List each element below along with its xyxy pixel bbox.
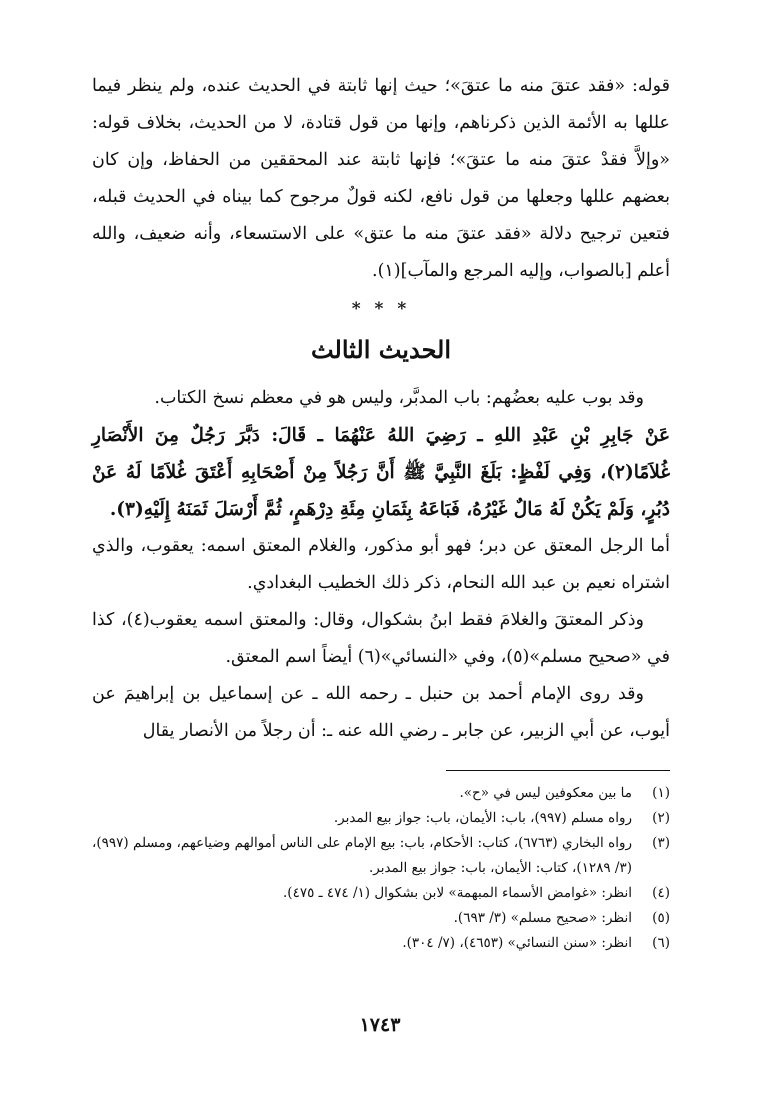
section-separator: * * * [351,299,411,319]
footnote-item [92,906,670,931]
ahmad-narration-paragraph: وقد روى الإمام أحمد بن حنبل ـ رحمه الله ـ عن إسماعيل بن إبراهيمَ عن أيوب، عن أبي الزبير، عن جابر ـ رضي الله عنه ـ: أن رجلاً من الأنصار يقال [92,684,670,741]
footnote-text: ما بين معكوفين ليس في «ح». [459,785,632,801]
footnote-number: (٦) [652,935,670,951]
footnote-text: رواه مسلم (٩٩٧)، باب: الأيمان، باب: جواز بيع المدبر. [333,810,632,826]
footnote-number: (٤) [652,885,670,901]
narrator-paragraph: أما الرجل المعتق عن دبر؛ فهو أبو مذكور، والغلام المعتق اسمه: يعقوب، والذي اشتراه نعيم بن عبد الله النحام، ذكر ذلك الخطيب البغدادي. [92,536,670,593]
footnote-text: انظر: «صحيح مسلم» (٣/ ٦٩٣). [453,910,632,926]
ibn-bashkuwal-paragraph: وذكر المعتقَ والغلامَ فقط ابنُ بشكوال، وقال: والمعتق اسمه يعقوب(٤)، كذا في «صحيح مسلم»(٥)، وفي «النسائي»(٦) أيضاً اسم المعتق. [92,610,670,667]
footnotes-list [92,781,670,956]
footnote-number: (١) [652,785,670,801]
footnote-number: (٥) [652,910,670,926]
intro-paragraph: وقد بوب عليه بعضُهم: باب المدبَّر، وليس هو في معظم نسخ الكتاب. [154,388,644,408]
footnote-item [92,781,670,806]
page-body [92,68,670,1064]
footnote-text: انظر: «سنن النسائي» (٤٦٥٣)، (٧/ ٣٠٤). [402,935,632,951]
hadith-text: عَنْ جَابِرِ بْنِ عَبْدِ اللهِ ـ رَضِيَ اللهُ عَنْهُمَا ـ قَالَ: دَبَّرَ رَجُلٌ مِنَ الأَنْصَارِ غُلاَمًا(٢)، وَفِي لَفْظٍ: بَلَغَ النَّبِيَّ ﷺ أَنَّ رَجُلاً مِنْ أَصْحَابِهِ أَعْتَقَ غُلاَمًا لَهُ عَنْ دُبُرٍ، وَلَمْ يَكُنْ لَهُ مَالٌ غَيْرُهُ، فَبَاعَهُ بِثَمَانِ مِئَةِ دِرْهَمٍ، ثُمَّ أَرْسَلَ ثَمَنَهُ إِلَيْهِ(٣). [92,425,670,520]
footnote-number: (٢) [652,810,670,826]
footnote-item [92,881,670,906]
footnote-item [92,806,670,831]
footnote-number: (٣) [652,835,670,851]
footnote-item [92,831,670,881]
page-number: ١٧٤٣ [359,1014,401,1036]
footnote-text: انظر: «غوامض الأسماء المبهمة» لابن بشكوال (١/ ٤٧٤ ـ ٤٧٥). [283,885,632,901]
footnote-item [92,931,670,956]
commentary-paragraph: قوله: «فقد عتقَ منه ما عتقَ»؛ حيث إنها ثابتة في الحديث عنده، ولم ينظر فيما عللها به الأئمة الذين ذكرناهم، وإنها من قول قتادة، لا من الحديث، بخلاف قوله: «وإلاَّ فقدْ عتقَ منه ما عتقَ»؛ فإنها ثابتة عند المحققين من الحفاظ، وإن كان بعضهم عللها وجعلها من قول نافع، لكنه قولٌ مرجوح كما بيناه في الحديث قبله، فتعين ترجيح دلالة «فقد عتقَ منه ما عتق» على الاستسعاء، وأنه ضعيف، والله أعلم [بالصواب، وإليه المرجع والمآب](١). [92,76,670,281]
footnote-text: رواه البخاري (٦٧٦٣)، كتاب: الأحكام، باب: بيع الإمام على الناس أموالهم وضياعهم، ومسلم (٩٩٧)، (٣/ ١٢٨٩)، كتاب: الأيمان، باب: جواز بيع المدبر. [92,835,632,876]
footnote-divider [446,770,670,771]
section-title: الحديث الثالث [310,335,452,364]
